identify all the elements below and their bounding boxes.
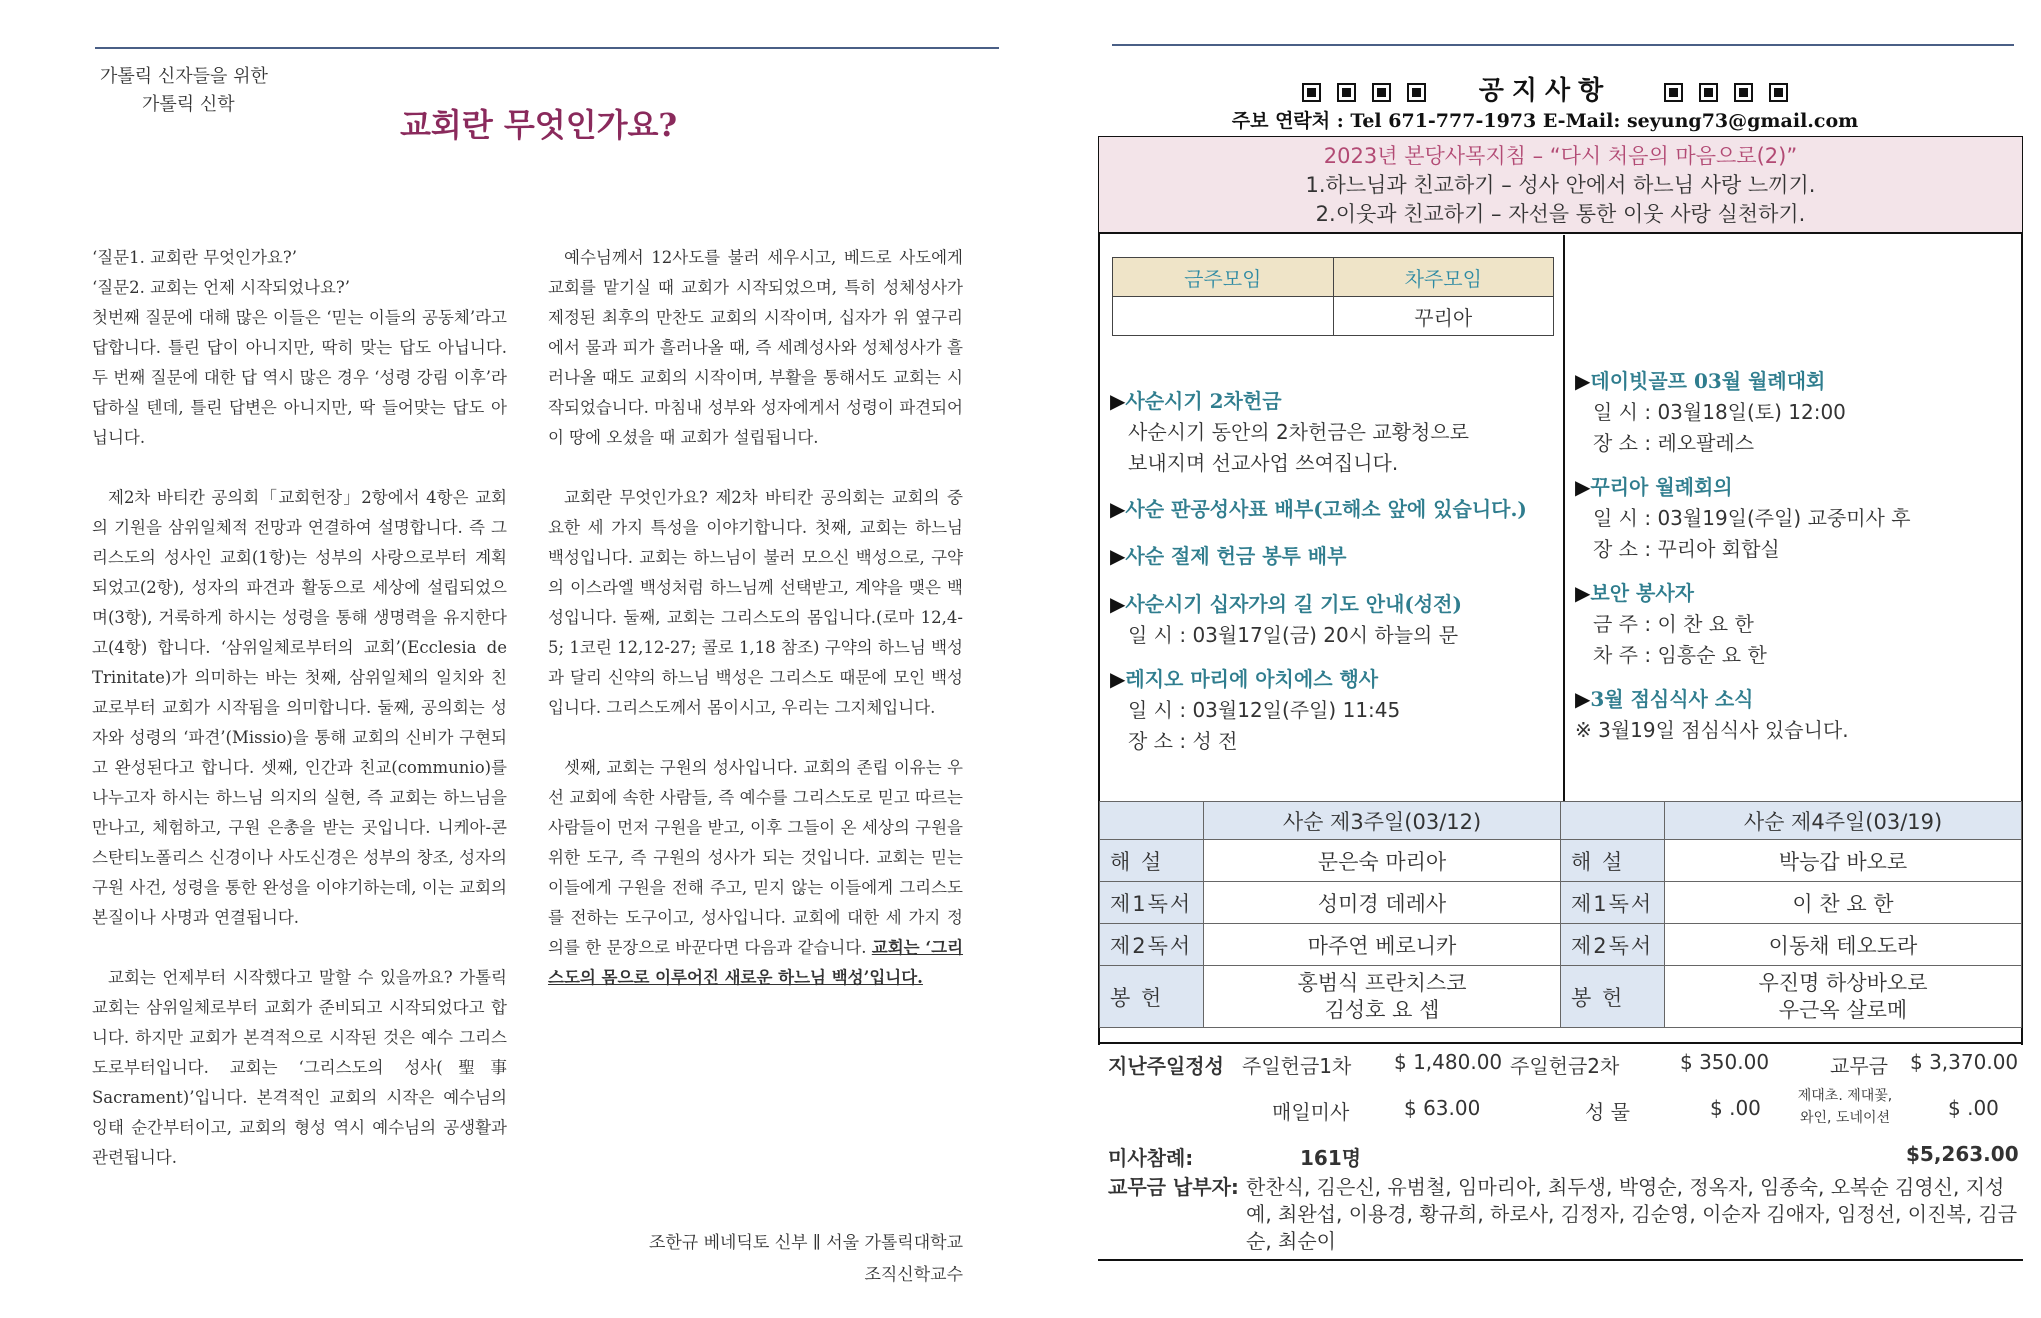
article-paragraph: 제2차 바티칸 공의회「교회헌장」2항에서 4항은 교회의 기원을 삼위일체적 전망과 연결하여 설명합니다. 즉 그리스도의 성사인 교회(1항)는 성부의 사랑으로부터 계획되었고(2항), 성자의 파견과 활동으로 세상에 설립되었으며(3항), 거룩하게 하시는 성령을 통해 생명력을 유지한다고(4항) 합니다. ‘삼위일체로부터의 교회’(Ecclesia de Trinitate)가 의미하는 바는 첫째, 삼위일체의 일치와 친교로부터 교회가 시작됨을 의미합니다. 둘째, 공의회는 성자와 성령의 ‘파견’(Missio)을 통해 교회의 신비가 구현되고 완성된다고 합니다. 셋째, 인간과 친교(communio)를 나누고자 하시는 하느님 의지의 실현, 즉 교회는 하느님을 만나고, 체험하고, 구원 은총을 받는 곳입니다. 니케아-콘스탄티노폴리스 신경이나 사도신경은 성부의 창조, 성자의 구원 사건, 성령을 통한 완성을 이야기하는데, 이는 교회의 본질이나 사명과 연결됩니다. [92,488,507,927]
notice-item [1575,472,1911,565]
article-paragraph: ‘질문2. 교회는 언제 시작되었나요?’ [92,278,351,297]
role-label: 해 설 [1561,840,1665,882]
notice-item-line: 일 시 : 03월17일(금) 20시 하늘의 문 [1128,623,1459,647]
square-bullet-icon [1734,83,1753,102]
article-paragraph: 교회는 언제부터 시작했다고 말할 수 있을까요? 가톨릭교회는 삼위일체로부터 교회가 준비되고 시작되었다고 합니다. 하지만 교회가 본격적으로 시작된 것은 예수 그리스도로부터입니다. 교회는 ‘그리스도의 성사(聖事 Sacrament)’입니다. 본격적인 교회의 시작은 예수님의 잉태 순간부터이고, 교회의 형성 역시 예수님의 공생활과 관련됩니다. [92,968,507,1167]
goods-label: 성 물 [1585,1100,1630,1124]
notice-item-line: 사순시기 동안의 2차헌금은 교황청으로 [1128,420,1469,444]
notice-item-title: 사순 절제 헌금 봉투 배부 [1125,544,1347,568]
notice-item-line: 일 시 : 03월18일(토) 12:00 [1593,400,1846,424]
next-week-meeting-header: 차주모임 [1333,258,1554,297]
role-person [1204,966,1561,1028]
notice-title [1105,70,1985,107]
offering-person: 우근옥 살로메 [1778,997,1908,1022]
notice-title-text: 공지사항 [1478,76,1612,106]
square-bullet-icon [1407,83,1426,102]
notice-item-title: 데이빗골프 03월 월례대회 [1590,369,1826,393]
offering-person: 홍범식 프란치스코 [1297,970,1467,995]
notice-item [1110,541,1346,572]
article-paragraph: 교회란 무엇인가요? 제2차 바티칸 공의회는 교회의 중요한 세 가지 특성을 이야기합니다. 첫째, 교회는 하느님 백성입니다. 교회는 하느님이 불러 모으신 백성으로, 구약의 이스라엘 백성처럼 하느님께 선택받고, 계약을 맺은 백성입니다. 둘째, 교회는 그리스도의 몸입니다.(로마 12,4-5; 1코린 12,12-27; 콜로 1,18 참조) 구약의 하느님 백성과 달리 신약의 하느님 백성은 그리스도 때문에 모인 백성입니다. 그리스도께서 몸이시고, 우리는 그지체입니다. [548,488,963,717]
square-bullet-icon [1302,83,1321,102]
pastoral-guideline-box [1099,137,2022,234]
article-paragraph [548,753,963,993]
role-label: 해 설 [1100,840,1204,882]
misc-value: $ .00 [1948,1096,1999,1120]
daily-mass-label: 매일미사 [1272,1100,1350,1124]
role-person: 문은숙 마리아 [1204,840,1561,882]
misc-label [1790,1085,1900,1129]
triangle-bullet-icon: ▶ [1110,592,1126,616]
article-paragraph: 첫번째 질문에 대해 많은 이들은 ‘믿는 이들의 공동체’라고 답합니다. 틀린 답이 아니지만, 딱히 맞는 답도 아닙니다. 두 번째 질문에 대한 답 역시 많은 경우 ‘성령 강림 이후’라 답하실 텐데, 틀린 답변은 아니지만, 딱 들어맞는 답도 아닙니다. [92,308,507,447]
contact-info: 주보 연락처 : Tel 671-777-1973 E-Mail: seyung73@gmail.com [1231,110,1859,132]
square-bullet-icon [1372,83,1391,102]
donors-label: 교무금 납부자: [1108,1175,1239,1199]
square-bullet-icon [1769,83,1788,102]
week3-header: 사순 제3주일(03/12) [1204,802,1561,840]
article-column-2 [548,243,963,993]
finance-top-rule [1098,1042,2023,1044]
notice-item-title: 3월 점심식사 소식 [1590,687,1754,711]
notice-item-title: 사순 판공성사표 배부(고해소 앞에 있습니다.) [1125,497,1527,521]
notice-item-line: 일 시 : 03월12일(주일) 11:45 [1128,698,1401,722]
goods-value: $ .00 [1710,1096,1761,1120]
role-person: 성미경 데레사 [1204,882,1561,924]
square-bullet-icon [1664,83,1683,102]
notice-item [1575,578,1767,671]
role-person: 박능갑 바오로 [1665,840,2022,882]
offering-person: 김성호 요 셉 [1324,997,1440,1022]
pastoral-line-1: 2023년 본당사목지침 – “다시 처음의 마음으로(2)” [1323,144,1798,168]
sunday-offering-2-label: 주일헌금2차 [1510,1054,1620,1078]
article-column-1 [92,243,507,1203]
triangle-bullet-icon: ▶ [1575,581,1591,605]
total-value: $5,263.00 [1906,1142,2019,1166]
triangle-bullet-icon: ▶ [1110,667,1126,691]
frame-bottom-border [1098,1259,2023,1261]
notice-item-line: 장 소 : 꾸리아 회합실 [1593,537,1780,561]
role-label: 제2독서 [1100,924,1204,966]
role-person: 마주연 베로니카 [1204,924,1561,966]
role-label: 제1독서 [1100,882,1204,924]
sunday-offering-1-label: 주일헌금1차 [1242,1054,1352,1078]
notice-item [1110,664,1400,757]
page-title: 교회란 무엇인가요? [400,106,678,144]
byline-line-2: 조직신학교수 [864,1265,963,1285]
notice-item [1110,386,1469,479]
triangle-bullet-icon: ▶ [1110,544,1126,568]
byline-line-1: 조한규 베네딕토 신부 ∥ 서울 가톨릭대학교 [648,1233,963,1253]
notice-item-line: 차 주 : 임흥순 요 한 [1593,643,1767,667]
article-emphasis: 교회는 ‘그리스도의 몸으로 이루어진 새로운 하느님 백성’입니다. [548,938,964,987]
offering-person: 우진명 하상바오로 [1758,970,1928,995]
misc-label-line-1: 제대초. 제대꽃, [1797,1088,1893,1104]
dues-label: 교무금 [1830,1054,1888,1078]
meetings-table [1112,257,1554,336]
liturgy-schedule-table [1099,801,2022,1028]
triangle-bullet-icon: ▶ [1110,389,1126,413]
square-bullet-icon [1337,83,1356,102]
notice-item-line: ※ 3월19일 점심식사 있습니다. [1575,718,1849,742]
sunday-offering-1-value: $ 1,480.00 [1394,1050,1503,1074]
role-person: 이 찬 요 한 [1665,882,2022,924]
role-label: 제2독서 [1561,924,1665,966]
dues-value: $ 3,370.00 [1910,1050,2019,1074]
notice-item-title: 꾸리아 월례회의 [1590,475,1733,499]
article-paragraph: ‘질문1. 교회란 무엇인가요?’ [92,248,297,267]
triangle-bullet-icon: ▶ [1110,497,1126,521]
column-divider [1563,235,1565,801]
article-text: 셋째, 교회는 구원의 성사입니다. 교회의 존립 이유는 우선 교회에 속한 사람들, 즉 예수를 그리스도로 믿고 따르는 사람들이 먼저 구원을 받고, 이후 그들이 온 세상의 구원을 위한 도구, 즉 구원의 성사가 되는 것입니다. 교회는 믿는 이들에게 구원을 전해 주고, 믿지 않는 이들에게 그리스도를 전하는 도구이고, 성사입니다. 교회에 대한 세 가지 정의를 한 문장으로 바꾼다면 다음과 같습니다. [548,758,963,957]
triangle-bullet-icon: ▶ [1575,687,1591,711]
notice-item-line: 장 소 : 성 전 [1128,729,1238,753]
notice-item [1110,494,1527,525]
sunday-offering-2-value: $ 350.00 [1680,1050,1770,1074]
notice-item-title: 레지오 마리에 아치에스 행사 [1125,667,1379,691]
notice-item-line: 금 주 : 이 찬 요 한 [1593,612,1754,636]
schedule-corner [1100,802,1204,840]
notice-item [1575,684,1849,746]
triangle-bullet-icon: ▶ [1575,475,1591,499]
role-label: 봉 헌 [1100,966,1204,1028]
attendance-label: 미사참례: [1108,1146,1194,1170]
notice-item-title: 보안 봉사자 [1590,581,1694,605]
finance-section-label: 지난주일정성 [1108,1054,1224,1078]
attendance-value: 161명 [1300,1146,1362,1170]
role-person: 이동채 테오도라 [1665,924,2022,966]
week4-header: 사순 제4주일(03/19) [1665,802,2022,840]
right-top-rule [1112,44,2014,46]
notice-item-title: 사순시기 2차헌금 [1125,389,1282,413]
notice-item-line: 장 소 : 레오팔레스 [1593,431,1755,455]
notice-item-title: 사순시기 십자가의 길 기도 안내(성전) [1125,592,1462,616]
square-bullet-icon [1699,83,1718,102]
notice-item-line: 일 시 : 03월19일(주일) 교중미사 후 [1593,506,1911,530]
notice-item [1575,366,1846,459]
notice-item-line: 보내지며 선교사업 쓰여집니다. [1128,451,1399,475]
notice-item [1110,589,1462,651]
donors-names: 한찬식, 김은신, 유범철, 임마리아, 최두생, 박영순, 정옥자, 임종숙, 오복순 김영신, 지성예, 최완섭, 이용경, 황규희, 하로사, 김정자, 김순영, 이순자 김애자, 임정선, 이진복, 김금순, 최순이 [1246,1175,2018,1253]
role-label: 봉 헌 [1561,966,1665,1028]
role-person [1665,966,2022,1028]
triangle-bullet-icon: ▶ [1575,369,1591,393]
pastoral-line-3: 2.이웃과 친교하기 – 자선을 통한 이웃 사랑 실천하기. [1315,202,1806,226]
article-paragraph: 예수님께서 12사도를 불러 세우시고, 베드로 사도에게 교회를 맡기실 때 교회가 시작되었으며, 특히 성체성사가 제정된 최후의 만찬도 교회의 시작이며, 십자가 위 옆구리에서 물과 피가 흘러나올 때, 즉 세례성사와 성체성사가 흘러나올 때도 교회의 시작이며, 부활을 통해서도 교회는 시작되었습니다. 마침내 성부와 성자에게서 성령이 파견되어 이 땅에 오셨을 때 교회가 설립됩니다. [548,248,963,447]
author-byline [548,1227,963,1291]
misc-label-line-2: 와인, 도네이션 [1799,1110,1891,1126]
role-label: 제1독서 [1561,882,1665,924]
daily-mass-value: $ 63.00 [1404,1096,1481,1120]
schedule-corner [1561,802,1665,840]
left-top-rule [95,47,999,49]
next-week-meeting-value: 꾸리아 [1333,297,1554,336]
subtitle-line-1: 가톨릭 신자들을 위한 [100,66,268,87]
this-week-meeting-header: 금주모임 [1113,258,1334,297]
pastoral-line-2: 1.하느님과 친교하기 – 성사 안에서 하느님 사랑 느끼기. [1305,173,1816,197]
this-week-meeting-value [1113,297,1334,336]
subtitle-line-2: 가톨릭 신학 [142,94,235,115]
